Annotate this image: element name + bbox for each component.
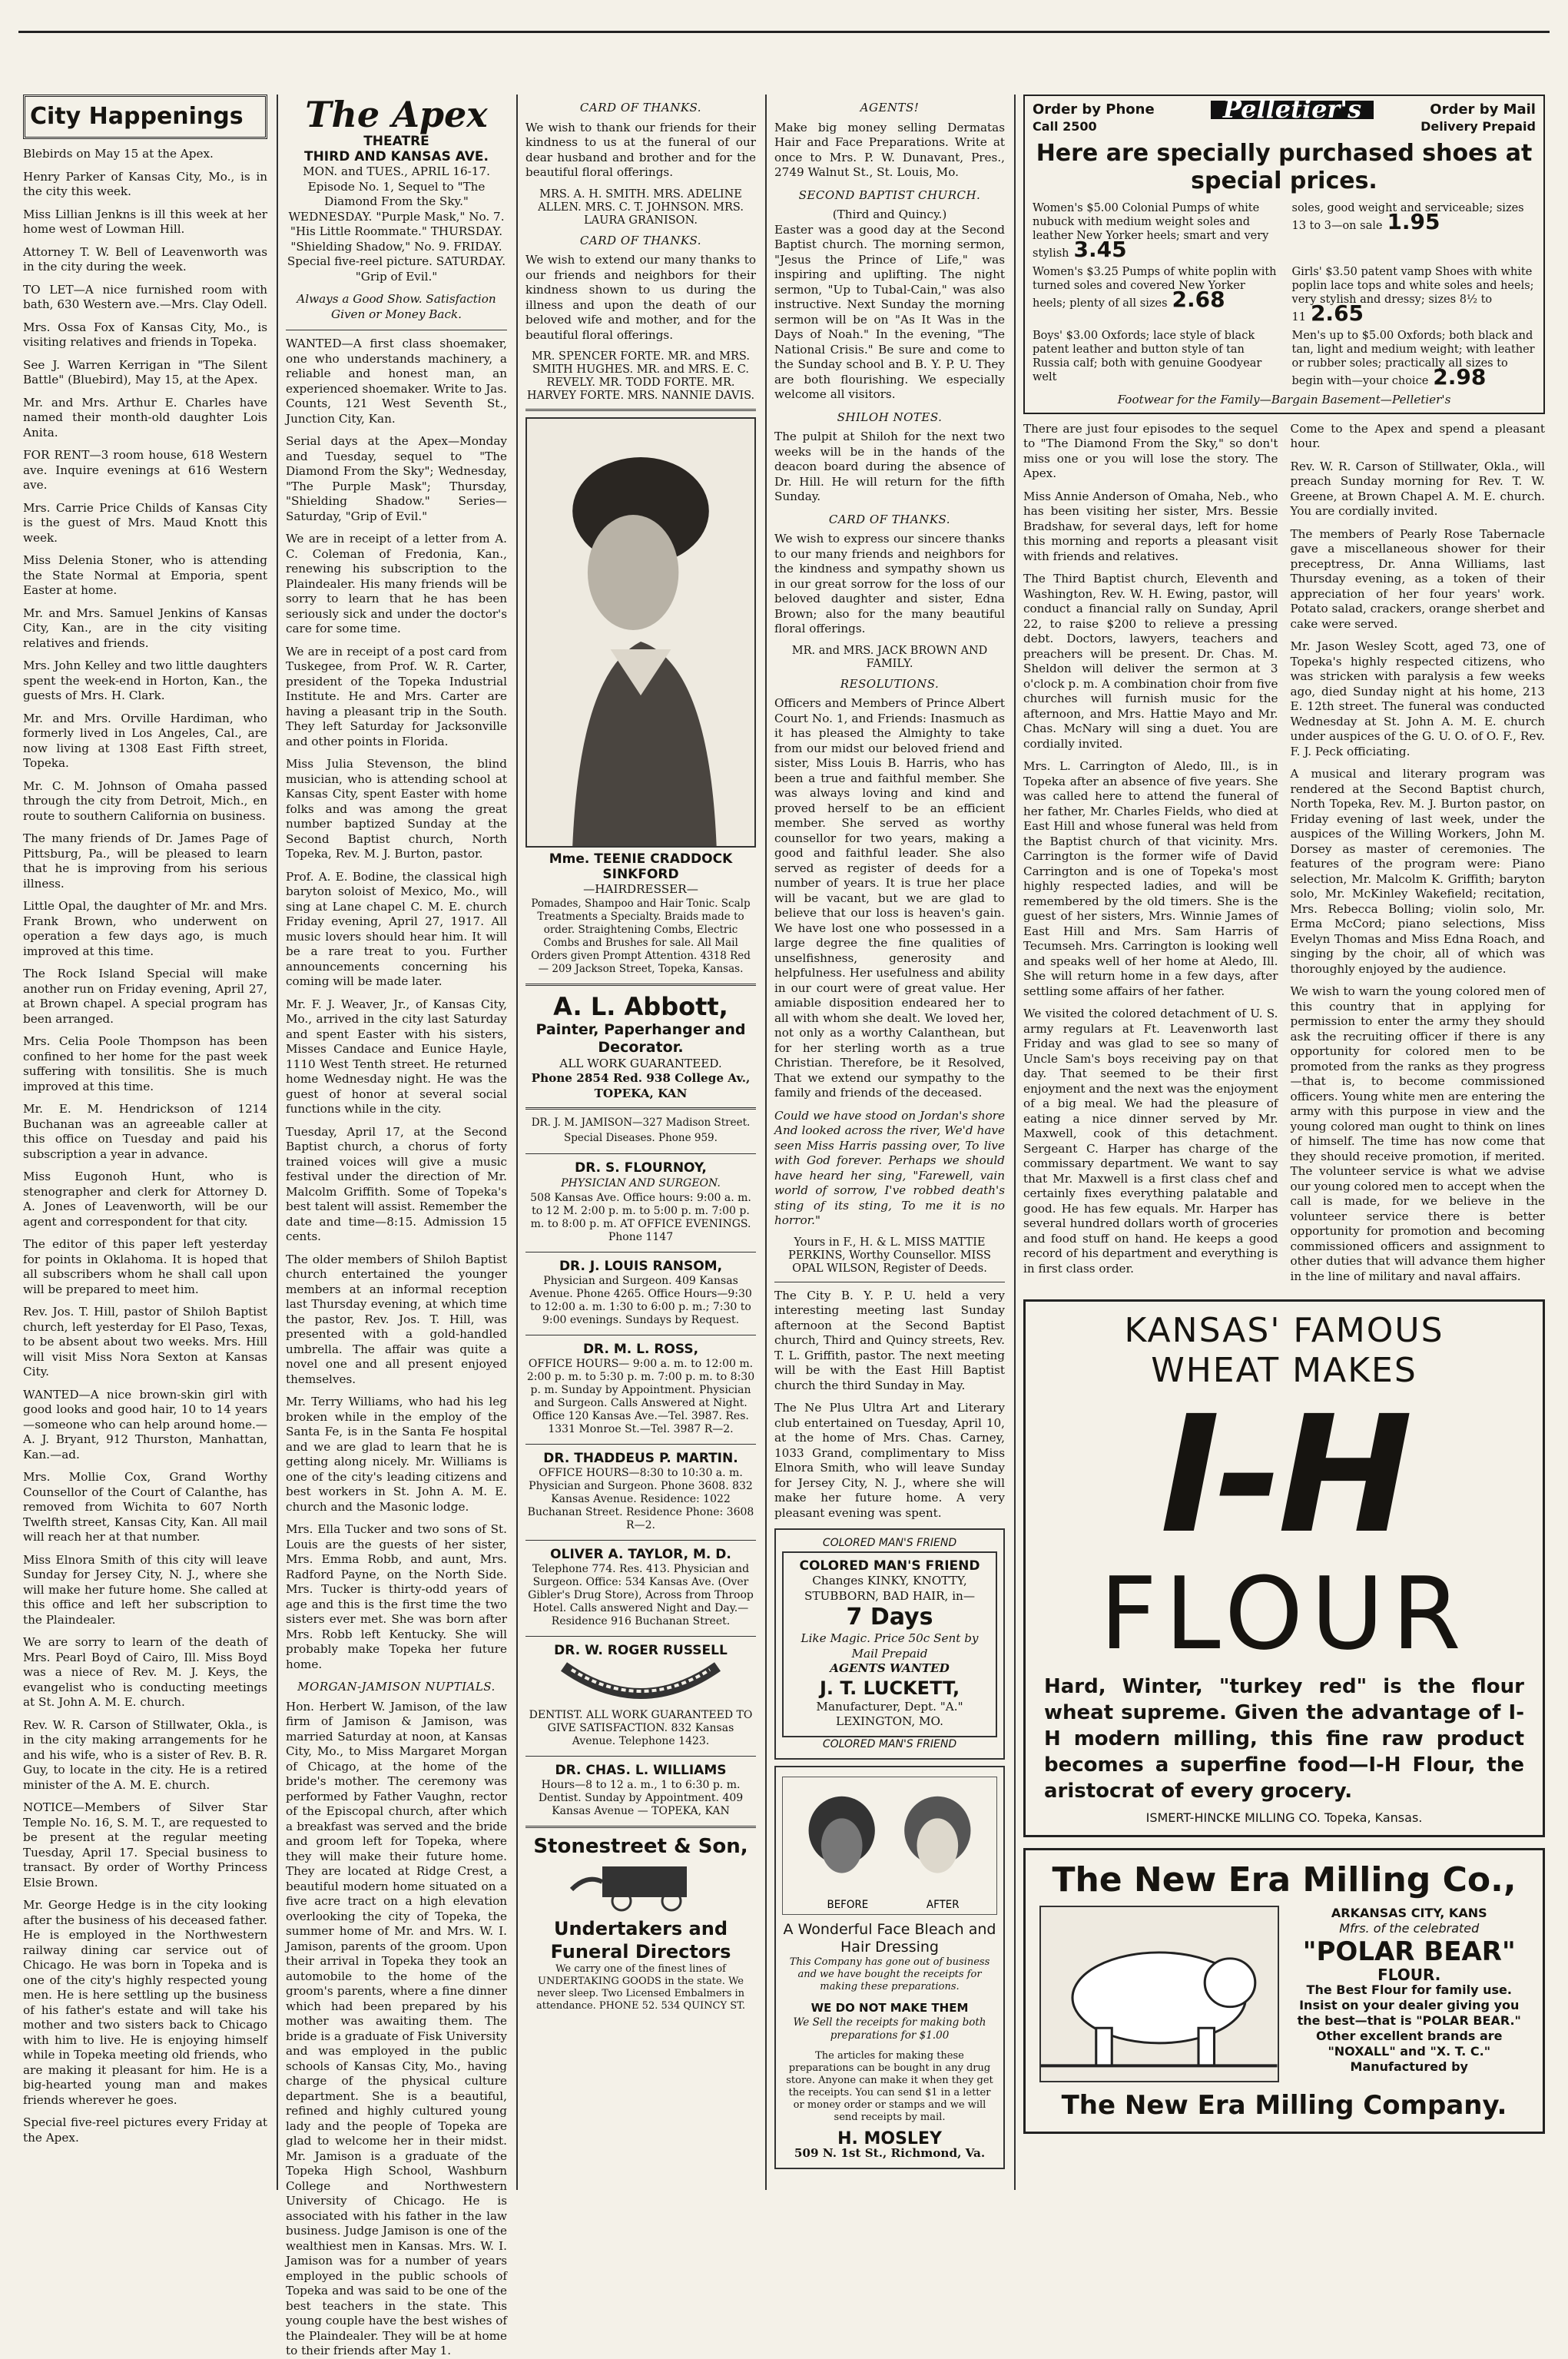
- shoe-offer-desc: Women's $3.25 Pumps of white poplin with turned soles and covered New Yorker heels; plenty of all sizes: [1033, 266, 1277, 310]
- martin-body: OFFICE HOURS—8:30 to 10:30 a. m. Physician and Surgeon. Phone 3608. 832 Kansas Avenue. Residence: 1022 Buchanan Street. Residence Phone: 3608 R—2.: [527, 1466, 754, 1531]
- nuptials-heading: MORGAN-JAMISON NUPTIALS.: [297, 1680, 496, 1694]
- flournoy-name: DR. S. FLOURNOY,: [575, 1160, 707, 1176]
- news-item: WANTED—A first class shoemaker, one who understands machinery, a reliable and honest man, an experienced shoemaker. Write to Jas. Counts, 121 West Seventh St., Junction City, Kan.: [286, 337, 507, 426]
- thanks-text: We wish to express our sincere thanks to our many friends and neighbors for the kindness and sympathy shown us in our great sorrow for the loss of our beloved daughter and sister, Edna Brown; also for the many beautiful floral offerings.: [774, 532, 1005, 635]
- news-item: Mr. and Mrs. Orville Hardiman, who formerly lived in Los Angeles, Cal., are now living at 1308 East Fifth street, Topeka.: [23, 711, 267, 770]
- news-item: Miss Lillian Jenkns is ill this week at her home west of Lowman Hill.: [23, 207, 267, 236]
- column-city-happenings: [18, 95, 272, 2190]
- news-item: There are just four episodes to the sequel to "The Diamond From the Sky," so don't miss one or you will lose the story. The Apex.: [1023, 421, 1278, 480]
- taylor-body: Telephone 774. Res. 413. Physician and Surgeon. Office: 534 Kansas Ave. (Over Gibler's Drug Store), Across from Throop Hotel. Calls answered Night and Day.—Residence 916 Buchanan Street.: [528, 1562, 754, 1627]
- abbott-address: Phone 2854 Red. 938 College Av., TOPEKA, KAN: [531, 1071, 751, 1100]
- nuptials-text: Hon. Herbert W. Jamison, of the law firm of Jamison & Jamison, was married Saturday at noon, at Kansas City, Mo., to Miss Margaret Morgan of Chicago, at the home of the bride's mother. The ceremony was performed by Father Vaughn, rector of the Episcopal church, after which a breakfast was served and the bride and groom left for Topeka, where they will make their future home. They are located at Ridge Crest, a beautiful modern home situated on a five acre tract on a high elevation overlooking the city of Topeka, the summer home of Mr. and Mrs. W. I. Jamison, parents of the groom. Upon their arrival in Topeka they took an automobile to the home of the groom's parents, where a fine dinner which had been prepared by his mother was awaiting them. The bride is a graduate of Fisk University and was employed in the public schools of Kansas City, Mo., having charge of the physical culture department. She is a beautiful, refined and highly cultured young lady and the people of Topeka are glad to welcome her in their midst. Mr. Jamison is a graduate of the Topeka High School, Washburn College and Northwestern University of Chicago. He is associated with his father in the law business. Judge Jamison is one of the wealthiest men in Kansas. Mrs. W. I. Jamison was for a number of years employed in the public schools of Topeka and was said to be one of the best teachers in the state. This young couple have the best wishes of the Plaindealer. They will be at home to their friends after May 1.: [286, 1699, 507, 2357]
- flournoy-title: PHYSICIAN AND SURGEON.: [561, 1177, 721, 1189]
- news-item: Mrs. John Kelley and two little daughters spent the week-end in Horton, Kan., the guests of Mrs. H. Clark.: [23, 659, 267, 702]
- shoe-offer: [1033, 201, 1277, 260]
- column-rule: [1014, 95, 1016, 2190]
- order-by-mail: Order by Mail: [1430, 101, 1536, 118]
- call-number: Call 2500: [1033, 118, 1097, 134]
- column-rule: [277, 95, 278, 2190]
- city-happenings-heading: City Happenings: [23, 95, 267, 139]
- shoe-offer-price: 2.68: [1172, 287, 1225, 312]
- mosley-address: 509 N. 1st St., Richmond, Va.: [794, 2146, 986, 2160]
- resolutions-text: Officers and Members of Prince Albert Court No. 1, and Friends: Inasmuch as it has pleased the Almighty to take from our midst our beloved friend and sister, Miss Louis B. Harris, who has been a true and faithful member. She was always loving and kind and proved herself to be an efficient member. She served as worthy counsellor for two years, making a good and faithful leader. She also served as register of deeds for a number of years. It is true her place will be vacant, but we are glad to believe that our loss is heaven's gain. We have lost one who possessed in a large degree the fine qualities of unselfishness, generosity and helpfulness. Her usefulness and ability in our court were of great value. Her amiable disposition endeared her to all with whom she dealt. We loved her, not only as a worthy Calanthean, but for her sterling worth as a true Christian. Therefore, be it Resolved, That we extend our sympathy to the family and friends of the deceased.: [774, 696, 1005, 1100]
- shoe-offer-desc: Girls' $3.50 patent vamp Shoes with white poplin lace tops and white soles and heels; very stylish and dressy; sizes 8½ to 11: [1291, 266, 1534, 323]
- news-item: Mrs. L. Carrington of Aledo, Ill., is in Topeka after an absence of five years. She was called here to attend the funeral of her father, Mr. Charles Fields, who died at East Hill and whose funeral was held from the Baptist church of that vicinity. Mrs. Carrington is the former wife of David Carrington and is one of Topeka's most highly respected ladies, and will be remembered by the old timers. She is the guest of her sisters, Mrs. Winnie James of East Hill and Mrs. Sam Harris of Tecumseh. Mrs. Carrington is looking well and speaks well of her home at Aledo, Ill. She will return home in a few days, after settling some affairs of her father.: [1023, 759, 1278, 998]
- divider: [525, 1107, 756, 1110]
- neplus-text: The Ne Plus Ultra Art and Literary club entertained on Tuesday, April 10, at the home of Mrs. Chas. Carney, 1033 Grand, complimentary to Miss Elnora Smith, who will leave Sunday for Jersey City, N. J., where she will make her future home. A very pleasant evening was spent.: [774, 1401, 1005, 1520]
- agents-text: Make big money selling Dermatas Hair and Face Preparations. Write at once to Mrs. P. W. Dunavant, Pres., 2749 Walnut St., St. Louis, Mo.: [774, 120, 1005, 179]
- order-by-phone: Order by Phone: [1033, 101, 1155, 118]
- news-item: Miss Annie Anderson of Omaha, Neb., who has been visiting her sister, Mrs. Bessie Bradshaw, for several days, left for home this morning and reports a pleasant visit with friends and relatives.: [1023, 489, 1278, 563]
- news-item: Miss Elnora Smith of this city will leave Sunday for Jersey City, N. J., where she will make her future home. She called at this office and left her subscription to the Plaindealer.: [23, 1552, 267, 1627]
- cmf-inner: [782, 1551, 997, 1737]
- dentures-image: [525, 1659, 756, 1710]
- mosley-sell: We Sell the receipts for making both preparations for $1.00: [793, 2016, 986, 2042]
- news-item: Little Opal, the daughter of Mr. and Mrs. Frank Brown, who underwent on operation a few days ago, is much improved at this time.: [23, 899, 267, 958]
- apex-motto: Always a Good Show. Satisfaction Given or Money Back.: [297, 292, 496, 321]
- sinkford-title: —HAIRDRESSER—: [583, 882, 698, 896]
- new-era-flour: FLOUR.: [1377, 1966, 1441, 1984]
- mosley-name: H. MOSLEY: [837, 2128, 942, 2148]
- abbott-guarantee: ALL WORK GUARANTEED.: [559, 1056, 722, 1070]
- divider: [525, 1540, 756, 1541]
- cmf-band-bottom: COLORED MAN'S FRIEND: [822, 1737, 957, 1750]
- thanks1-heading: CARD OF THANKS.: [579, 101, 702, 114]
- column-cards-ads: [521, 95, 761, 2190]
- taylor-name: OLIVER A. TAYLOR, M. D.: [550, 1546, 731, 1562]
- news-item: We visited the colored detachment of U. S. army regulars at Ft. Leavenworth last Friday and was glad to see so many of Uncle Sam's boys receiving pay on that day. That seemed to be their first enjoyment and the next was the enjoyment of a big meal. We had the pleasure of eating a nice dinner served by Mr. Maxwell, cook of this detachment. Sergeant C. Harper has charge of the commissary department. We want to say that Mr. Maxwell is a first class chef and certainly fixes everything palatable and good. He has few equals. Mr. Harper has several hundred dollars worth of groceries and food stuff on hand. He keeps a good record of his department and everything is in first class order.: [1023, 1007, 1278, 1276]
- news-item: We wish to warn the young colored men of this country that in applying for permission to enter the army they should ask the recruiting officer if there is any opportunity for colored men to be promoted from the ranks as they progress—that is, to become commissioned officers. Young white men are entering the army with this purpose in view and the young colored man ought to think on lines of himself. The time has now come that they should receive promotion, if merited. The volunteer service is what we advise our young colored men to accept when the call is made, for we believe in the volunteer service there is better opportunity for promotion and becoming commissioned officers and assignment to other duties that will advance them higher in the line of military and naval affairs.: [1290, 984, 1545, 1283]
- shoe-offer: [1292, 329, 1537, 388]
- news-item: We are in receipt of a letter from A. C. Coleman of Fredonia, Kan., renewing his subscription to the Plaindealer. His many friends will be sorry to learn that he has been seriously sick and under the doctor's care for some time.: [286, 532, 507, 635]
- mosley-heading: A Wonderful Face Bleach and Hair Dressing: [783, 1921, 996, 1956]
- news-item: Mr. and Mrs. Arthur E. Charles have named their month-old daughter Lois Anita.: [23, 395, 267, 440]
- new-era-mfrs: Mfrs. of the celebrated: [1339, 1921, 1480, 1936]
- ransom-body: Physician and Surgeon. 409 Kansas Avenue. Phone 4265. Office Hours—9:30 to 12:00 a. m. 1:30 to 6:00 p. m.; 7:30 to 9:00 evenings. Sundays by Request.: [529, 1274, 752, 1326]
- shoe-footer: Footwear for the Family—Bargain Basement—Pelletier's: [1117, 393, 1451, 406]
- ross-body: OFFICE HOURS— 9:00 a. m. to 12:00 m. 2:00 p. m. to 5:30 p. m. 7:00 p. m. to 8:30 p. m. Sunday by Appointment. Physician and Surgeon. Calls Answered at Night. Office 120 Kansas Ave.—Tel. 3987. Res. 1331 Monroe St.—Tel. 3987 R—2.: [526, 1357, 755, 1435]
- cmf-address: Manufacturer, Dept. "A." LEXINGTON, MO.: [816, 1699, 963, 1728]
- news-item: The members of Pearly Rose Tabernacle gave a miscellaneous shower for their preceptress, Dr. Anna Williams, last Thursday evening, as a token of their appreciation of her four years' work. Potato salad, crackers, orange sherbet and cake were served.: [1290, 526, 1545, 631]
- ih-body: Hard, Winter, "turkey red" is the flour wheat supreme. Given the advantage of I-H modern milling, this fine raw product becomes a superfine food—I-H Flour, the aristocrat of every grocery.: [1044, 1675, 1524, 1803]
- news-item: The older members of Shiloh Baptist church entertained the younger members at an informal reception last Thursday evening, at which time the pastor, Rev. Jos. T. Hill, was presented with a gold-handled umbrella. The affair was quite a novel one and all present enjoyed themselves.: [286, 1252, 507, 1386]
- russell-body: DENTIST. ALL WORK GUARANTEED TO GIVE SATISFACTION. 832 Kansas Avenue. Telephone 1423.: [529, 1709, 753, 1747]
- news-item: Henry Parker of Kansas City, Mo., is in the city this week.: [23, 169, 267, 198]
- news-item: We are sorry to learn of the death of Mrs. Pearl Boyd of Cairo, Ill. Miss Boyd was a niece of Rev. M. J. Keys, the evangelist who is conducting meetings at St. John A. M. E. church.: [23, 1635, 267, 1709]
- news-item: Mr. E. M. Hendrickson of 1214 Buchanan was an agreeable caller at this office on Tuesday and paid his subscription a year in advance.: [23, 1102, 267, 1161]
- stonestreet-trade: Undertakers and Funeral Directors: [550, 1917, 731, 1963]
- before-after-image: [782, 1777, 997, 1915]
- divider: [525, 1153, 756, 1154]
- news-item: FOR RENT—3 room house, 618 Western ave. Inquire evenings at 616 Western ave.: [23, 448, 267, 492]
- shoe-headline: Here are specially purchased shoes at special prices.: [1036, 140, 1533, 194]
- mosley-we: WE DO NOT MAKE THEM: [811, 2001, 969, 2015]
- shoe-offer-desc: Women's $5.00 Colonial Pumps of white nubuck with medium weight soles and leather New Yorker heels; smart and very stylish: [1033, 202, 1269, 260]
- divider: [525, 984, 756, 986]
- stonestreet-body: We carry one of the finest lines of UNDERTAKING GOODS in the state. We never sleep. Two Licensed Embalmers in attendance. PHONE 52. 534 QUINCY ST.: [535, 1963, 746, 2012]
- martin-name: DR. THADDEUS P. MARTIN.: [543, 1450, 738, 1466]
- news-item: Mr. F. J. Weaver, Jr., of Kansas City, Mo., arrived in the city last Saturday and spent Easter with his sisters, Misses Candace and Eunice Hayle, 1110 West Tenth street. He returned home Wednesday night. He was the guest of honor at several social functions while in the city.: [286, 997, 507, 1116]
- divider: [525, 1756, 756, 1757]
- stonestreet-name: Stonestreet & Son,: [533, 1835, 748, 1858]
- thanks2-names: MR. SPENCER FORTE. MR. and MRS. SMITH HUGHES. MR. and MRS. E. C. REVELY. MR. TODD FORTE. MR. HARVEY FORTE. MRS. NANNIE DAVIS.: [526, 350, 755, 402]
- news-item: Mrs. Ossa Fox of Kansas City, Mo., is visiting relatives and friends in Topeka.: [23, 320, 267, 349]
- column-church-notes: [770, 95, 1009, 2190]
- russell-name: DR. W. ROGER RUSSELL: [554, 1642, 728, 1658]
- divider: [525, 1444, 756, 1445]
- divider: [525, 1826, 756, 1828]
- shoe-offer-desc: Men's up to $5.00 Oxfords; both black and tan, light and medium weight; with leather or rubber soles; practically all sizes to begin with—your choice: [1291, 330, 1535, 387]
- shoe-offer: [1292, 201, 1537, 260]
- ih-flour: FLOUR: [1099, 1555, 1469, 1672]
- apex-schedule: MON. and TUES., APRIL 16-17. Episode No. 1, Sequel to "The Diamond From the Sky." WEDNESDAY. "Purple Mask," No. 7. "His Little Roommate." THURSDAY. "Shielding Shadow," No. 9. FRIDAY. Special five-reel picture. SATURDAY. "Grip of Evil.": [287, 164, 506, 284]
- news-item: Mr. Terry Williams, who had his leg broken while in the employ of the Santa Fe, is in the Santa Fe hospital and we are glad to learn that he is getting along nicely. Mr. Williams is one of the city's leading citizens and best workers in St. John A. M. E. church and the Masonic lodge.: [286, 1395, 507, 1514]
- apex-address: THIRD AND KANSAS AVE.: [303, 148, 489, 164]
- flournoy-body: 508 Kansas Ave. Office hours: 9:00 a. m. to 12 M. 2:00 p. m. to 5:00 p. m. 7:00 p. m. to 8:00 p. m. AT OFFICE EVENINGS. Phone 1147: [530, 1191, 751, 1243]
- news-item: Rev. Jos. T. Hill, pastor of Shiloh Baptist church, left yesterday for El Paso, Texas, to be absent about two weeks. Mrs. Hill will visit Miss Nora Sexton at Kansas City.: [23, 1305, 267, 1379]
- colored-mans-friend-ad: [774, 1528, 1005, 1760]
- shoe-offer-price: 2.98: [1433, 364, 1487, 390]
- cmf-agents: AGENTS WANTED: [830, 1661, 950, 1675]
- new-era-ad: [1023, 1848, 1545, 2134]
- shoe-offer-price: 3.45: [1073, 237, 1127, 262]
- news-item: Rev. W. R. Carson of Stillwater, Okla., will preach Sunday morning for Rev. T. W. Greene, at Brown Chapel A. M. E. church. You are cordially invited.: [1290, 459, 1545, 518]
- news-item: Mr. C. M. Johnson of Omaha passed through the city from Detroit, Mich., en route to southern California on business.: [23, 778, 267, 823]
- ross-name: DR. M. L. ROSS,: [582, 1341, 699, 1357]
- second-baptist-sub: (Third and Quincy.): [832, 207, 947, 221]
- pelletiers-ad: [1023, 95, 1545, 414]
- ih-logo: I-H: [1159, 1381, 1409, 1569]
- news-item: Mr. and Mrs. Samuel Jenkins of Kansas City, Kan., are in the city visiting relatives and friends.: [23, 606, 267, 650]
- abbott-name: A. L. Abbott,: [553, 991, 728, 1021]
- cmf-days: 7 Days: [846, 1604, 933, 1631]
- order-bar: [1033, 95, 1536, 124]
- shoe-offer-desc: soles, good weight and serviceable; sizes 13 to 3—on sale: [1291, 202, 1524, 232]
- news-item: Mr. Jason Wesley Scott, aged 73, one of Topeka's highly respected citizens, who was stricken with paralysis a few weeks ago, died Sunday night at his home, 213 E. 12th street. The funeral was conducted Wednesday at St. John A. M. E. church under auspices of the G. U. O. of O. F., Rev. F. J. Peck officiating.: [1290, 639, 1545, 758]
- news-item: See J. Warren Kerrigan in "The Silent Battle" (Bluebird), May 15, at the Apex.: [23, 357, 267, 387]
- news-item: Special five-reel pictures every Friday at the Apex.: [23, 2115, 267, 2145]
- news-item: Prof. A. E. Bodine, the classical high baryton soloist of Mexico, Mo., will sing at Lane chapel C. M. E. church Friday evening, April 27, 1917. All music lovers should hear him. It will be a rare treat to you. Further announcements concerning his coming will be made later.: [286, 869, 507, 988]
- column5-right-items: [1291, 422, 1546, 1292]
- news-item: Miss Eugonoh Hunt, who is stenographer and clerk for Attorney D. A. Jones of Leavenworth, will be our agent and correspondent for that city.: [23, 1170, 267, 1229]
- cmf-magic: Like Magic. Price 50c Sent by Mail Prepaid: [801, 1631, 979, 1661]
- delivery-prepaid: Delivery Prepaid: [1420, 118, 1536, 134]
- column5-left-items: [1023, 422, 1278, 1292]
- mosley-after-label: AFTER: [926, 1898, 960, 1912]
- mosley-ad: [774, 1766, 1005, 2169]
- news-item: The Third Baptist church, Eleventh and Washington, Rev. W. H. Ewing, pastor, will conduct a financial rally on Sunday, April 22, to raise $200 to relieve a pressing debt. Doctors, lawyers, teachers and preachers will be present. Dr. Chas. M. Sheldon will deliver the sermon at 3 o'clock p. m. A combination choir from five churches will furnish music for the afternoon, and Mrs. Hattie Mayo and Mr. Chas. McNary will sing a duet. You are cordially invited.: [1023, 572, 1278, 751]
- news-item: Rev. W. R. Carson of Stillwater, Okla., is in the city making arrangements for he and his wife, who is a sister of Rev. B. R. Guy, to locate in the city. He is a retired minister of the A. M. E. church.: [23, 1717, 267, 1792]
- new-era-footer: The New Era Milling Company.: [1061, 2090, 1507, 2121]
- column-apex: [281, 94, 512, 2357]
- sinkford-name: Mme. TEENIE CRADDOCK SINKFORD: [549, 851, 733, 882]
- ih-flour-ad: [1023, 1299, 1545, 1837]
- shoe-offer: [1033, 329, 1277, 388]
- second-baptist-heading: SECOND BAPTIST CHURCH.: [798, 187, 981, 202]
- mosley-before-label: BEFORE: [827, 1898, 869, 1912]
- shoe-offer-price: 2.65: [1310, 300, 1364, 326]
- ih-sign: ISMERT-HINCKE MILLING CO. Topeka, Kansas.: [1145, 1810, 1423, 1825]
- thanks-names: MR. and MRS. JACK BROWN AND FAMILY.: [791, 644, 988, 670]
- polar-bear-image: [1039, 1906, 1279, 2082]
- cmf-changes: Changes KINKY, KNOTTY, STUBBORN, BAD HAIR, in—: [804, 1574, 976, 1603]
- new-era-polar-bear: "POLAR BEAR": [1302, 1936, 1516, 1967]
- sinkford-body: Pomades, Shampoo and Hair Tonic. Scalp Treatments a Specialty. Braids made to order. Straightening Combs, Electric Combs and Brushes for sale. All Mail Orders given Prompt Attention. 4318 Red — 209 Jackson Street, Topeka, Kansas.: [531, 897, 751, 975]
- divider: [525, 409, 756, 411]
- thanks-heading: CARD OF THANKS.: [828, 512, 951, 526]
- city-happenings-items: [23, 147, 267, 2145]
- thanks2-text: We wish to extend our many thanks to our friends and neighbors for their kindness shown to us during the illness and upon the death of our beloved wife and mother, and for the beautiful floral offerings.: [525, 253, 756, 342]
- cmf-title: COLORED MAN'S FRIEND: [799, 1558, 980, 1574]
- news-item: The Rock Island Special will make another run on Friday evening, April 27, at Brown chapel. A special program has been arranged.: [23, 967, 267, 1026]
- news-item: Tuesday, April 17, at the Second Baptist church, a chorus of forty trained voices will give a music festival under the direction of Mr. Malcolm Griffith. Some of Topeka's best talent will assist. Remember the date and time—8:15. Admission 15 cents.: [286, 1124, 507, 1243]
- news-item: Miss Delenia Stoner, who is attending the State Normal at Emporia, spent Easter at home.: [23, 553, 267, 597]
- column-rule: [765, 95, 767, 2190]
- new-era-body-text: The Best Flour for family use. Insist on your dealer giving you the best—that is "POLAR BEAR." Other excellent brands are "NOXALL" and "X. T. C." Manufactured by: [1297, 1982, 1521, 2074]
- ih-line2: WHEAT MAKES: [1151, 1351, 1417, 1390]
- bypu-text: The City B. Y. P. U. held a very interesting meeting last Sunday afternoon at the Second Baptist church, Third and Quincy streets, Rev. T. L. Griffith, pastor. The next meeting will be with the East Hill Baptist church the third Sunday in May.: [774, 1288, 1005, 1392]
- shiloh-text: The pulpit at Shiloh for the next two weeks will be in the hands of the deacon board during the absence of Dr. Hill. He will return for the fifth Sunday.: [774, 430, 1005, 503]
- new-era-body: [1039, 1906, 1529, 2082]
- news-item: Mrs. Celia Poole Thompson has been confined to her home for the past week suffering with tonsilitis. She is much improved at this time.: [23, 1034, 267, 1093]
- news-item: The editor of this paper left yesterday for points in Oklahoma. It is hoped that all subscribers whom he shall call upon will be prepared to meet him.: [23, 1237, 267, 1296]
- news-item: We are in receipt of a post card from Tuskegee, from Prof. W. R. Carter, president of the Topeka Industrial Institute. He and Mrs. Carter are having a pleasant trip in the South. They left Saturday for Jacksonville and other points in Florida.: [286, 644, 507, 748]
- agents-heading: AGENTS!: [860, 101, 920, 114]
- shoe-offer-desc: Boys' $3.00 Oxfords; lace style of black patent leather and button style of tan Russia calf; both with genuine Goodyear welt: [1033, 330, 1262, 383]
- mosley-body2: The articles for making these preparations can be bought in any drug store. Anyone can make it when they get the receipts. You can send $1 in a letter or money order or stamps and we will send receipts by mail.: [786, 2049, 993, 2123]
- new-era-city: ARKANSAS CITY, KANS: [1331, 1906, 1487, 1920]
- apex-logo: The Apex: [305, 94, 488, 135]
- ransom-name: DR. J. LOUIS RANSOM,: [559, 1258, 723, 1274]
- shoe-offer-price: 1.95: [1387, 209, 1440, 234]
- new-era-text: [1290, 1906, 1530, 2082]
- ih-line1: KANSAS' FAMOUS: [1124, 1311, 1444, 1350]
- news-item: NOTICE—Members of Silver Star Temple No. 16, S. M. T., are requested to be present at the regular meeting Tuesday, April 17. Special business to transact. By order of Worthy Princess Elsie Brown.: [23, 1800, 267, 1890]
- news-item: Attorney T. W. Bell of Leavenworth was in the city during the week.: [23, 244, 267, 274]
- news-item: TO LET—A nice furnished room with bath, 630 Western ave.—Mrs. Clay Odell.: [23, 282, 267, 311]
- cmf-name: J. T. LUCKETT,: [819, 1677, 960, 1699]
- shiloh-heading: SHILOH NOTES.: [837, 410, 943, 424]
- news-item: WANTED—A nice brown-skin girl with good looks and good hair, 10 to 14 years—someone who can help around home.—A. J. Bryant, 912 Thurston, Manhattan, Kan.—ad.: [23, 1387, 267, 1462]
- thanks1-text: We wish to thank our friends for their kindness to us at the funeral of our dear husband and brother and for the beautiful floral offerings.: [525, 120, 756, 179]
- news-item: Serial days at the Apex—Monday and Tuesday, sequel to "The Diamond From the Sky"; Wednesday, "The Purple Mask"; Thursday, "Shielding Shadow." Series—Saturday, "Grip of Evil.": [286, 434, 507, 523]
- cmf-band: COLORED MAN'S FRIEND: [822, 1537, 957, 1549]
- thanks2-heading: CARD OF THANKS.: [579, 233, 702, 247]
- shoe-offer: [1033, 265, 1277, 324]
- mosley-body: This Company has gone out of business and we have bought the receipts for making these preparations.: [789, 1956, 990, 1992]
- news-item: Mrs. Carrie Price Childs of Kansas City is the guest of Mrs. Maud Knott this week.: [23, 500, 267, 545]
- shoe-offer: [1292, 265, 1537, 324]
- sinkford-portrait-image: [525, 417, 756, 848]
- thanks1-names: MRS. A. H. SMITH. MRS. ADELINE ALLEN. MRS. C. T. JOHNSON. MRS. LAURA GRANISON.: [538, 187, 744, 227]
- pelletiers-logo: Pelletier's: [1211, 101, 1374, 119]
- column-pelletiers-ads: [1019, 95, 1550, 2190]
- news-item: Mrs. Ella Tucker and two sons of St. Louis are the guests of her sister, Mrs. Emma Robb, and aunt, Mrs. Radford Payne, on the North Side. Mrs. Tucker is thirty-odd years of age and this is the first time the two sisters ever met. She was born after Mrs. Robb left Kentucky. She will probably make Topeka her future home.: [286, 1522, 507, 1671]
- resolutions-poem: Could we have stood on Jordan's shore And looked across the river, We'd have seen Miss Harris passing over, To live with God forever. Perhaps we should have heard her sing, "Farewell, vain world of sorrow, I've robbed death's sting of its sting, To me it is no horror.": [774, 1108, 1005, 1227]
- williams-body: Hours—8 to 12 a. m., 1 to 6:30 p. m. Dentist. Sunday by Appointment. 409 Kansas Avenue — TOPEKA, KAN: [538, 1779, 744, 1817]
- column2-items: [286, 337, 507, 1672]
- apex-ad: [286, 95, 507, 164]
- newspaper-page: [18, 31, 1550, 2357]
- news-item: Miss Julia Stevenson, the blind musician, who is attending school at Kansas City, spent Easter with home folks and was among the great number baptized Sunday at the Second Baptist church, North Topeka, Rev. M. J. Burton, pastor.: [286, 757, 507, 861]
- abbott-ad: [525, 992, 756, 1102]
- news-item: Mrs. Mollie Cox, Grand Worthy Counsellor of the Court of Calanthe, has removed from Wichita to 607 North Twelfth street, Kansas City, Kan. All mail will reach her at that number.: [23, 1470, 267, 1544]
- news-item: A musical and literary program was rendered at the Second Baptist church, North Topeka, Rev. M. J. Burton pastor, on Friday evening of last week, under the auspices of the Willing Workers, John M. Dorsey as master of ceremonies. The features of the program were: Piano selection, Mr. Malcolm K. Griffith; baryton solo, Mr. McKinley Wakefield; recitation, Mrs. Rebecca Bolling; violin solo, Mr. Erma McCord; piano selections, Miss Evelyn Thomas and Miss Edna Roach, and singing by the choir, all of which was thoroughly enjoyed by the audience.: [1290, 767, 1545, 976]
- news-item: Blebirds on May 15 at the Apex.: [23, 147, 214, 161]
- new-era-title: The New Era Milling Co.,: [1052, 1860, 1517, 1899]
- second-baptist-text: Easter was a good day at the Second Baptist church. The morning sermon, "Jesus the Prince of Life," was inspiring and uplifting. The night sermon, "Up to Tubal-Cain," was also instructive. Next Sunday the morning sermon will be on "As It Was in the Days of Noah." In the evening, "The National Crisis." Be sure and come to the Sunday school and B. Y. P. U. They are both flourishing. We especially welcome all visitors.: [774, 222, 1005, 401]
- apex-theatre: THEATRE: [363, 134, 429, 149]
- news-item: Mr. George Hedge is in the city looking after the business of his deceased father. He is employed in the Northwestern railway dining car service out of Chicago. He was born in Topeka and is one of the city's highly respected young men. He is here settling up the business of his father's estate and will take his mother and two sisters back to Chicago with him to live. He is enjoying himself while in Topeka meeting old friends, who are making it pleasant for him. He is a big-hearted young man and makes friends wherever he goes.: [23, 1898, 267, 2107]
- column5-news: [1023, 422, 1545, 1292]
- resolutions-heading: RESOLUTIONS.: [840, 676, 940, 691]
- shoe-offers: [1033, 201, 1536, 388]
- abbott-trade: Painter, Paperhanger and Decorator.: [535, 1020, 746, 1056]
- column-rule: [516, 95, 518, 2190]
- jamison-card: DR. J. M. JAMISON—327 Madison Street. Special Diseases. Phone 959.: [531, 1116, 751, 1144]
- news-item: Come to the Apex and spend a pleasant hour.: [1290, 421, 1545, 450]
- divider: [525, 1636, 756, 1637]
- resolutions-signers: Yours in F., H. & L. MISS MATTIE PERKINS, Worthy Counsellor. MISS OPAL WILSON, Register of Deeds.: [788, 1236, 991, 1275]
- news-item: The many friends of Dr. James Page of Pittsburg, Pa., will be pleased to learn that he is improving from his serious illness.: [23, 831, 267, 891]
- williams-name: DR. CHAS. L. WILLIAMS: [555, 1763, 727, 1778]
- hearse-image: [525, 1859, 756, 1917]
